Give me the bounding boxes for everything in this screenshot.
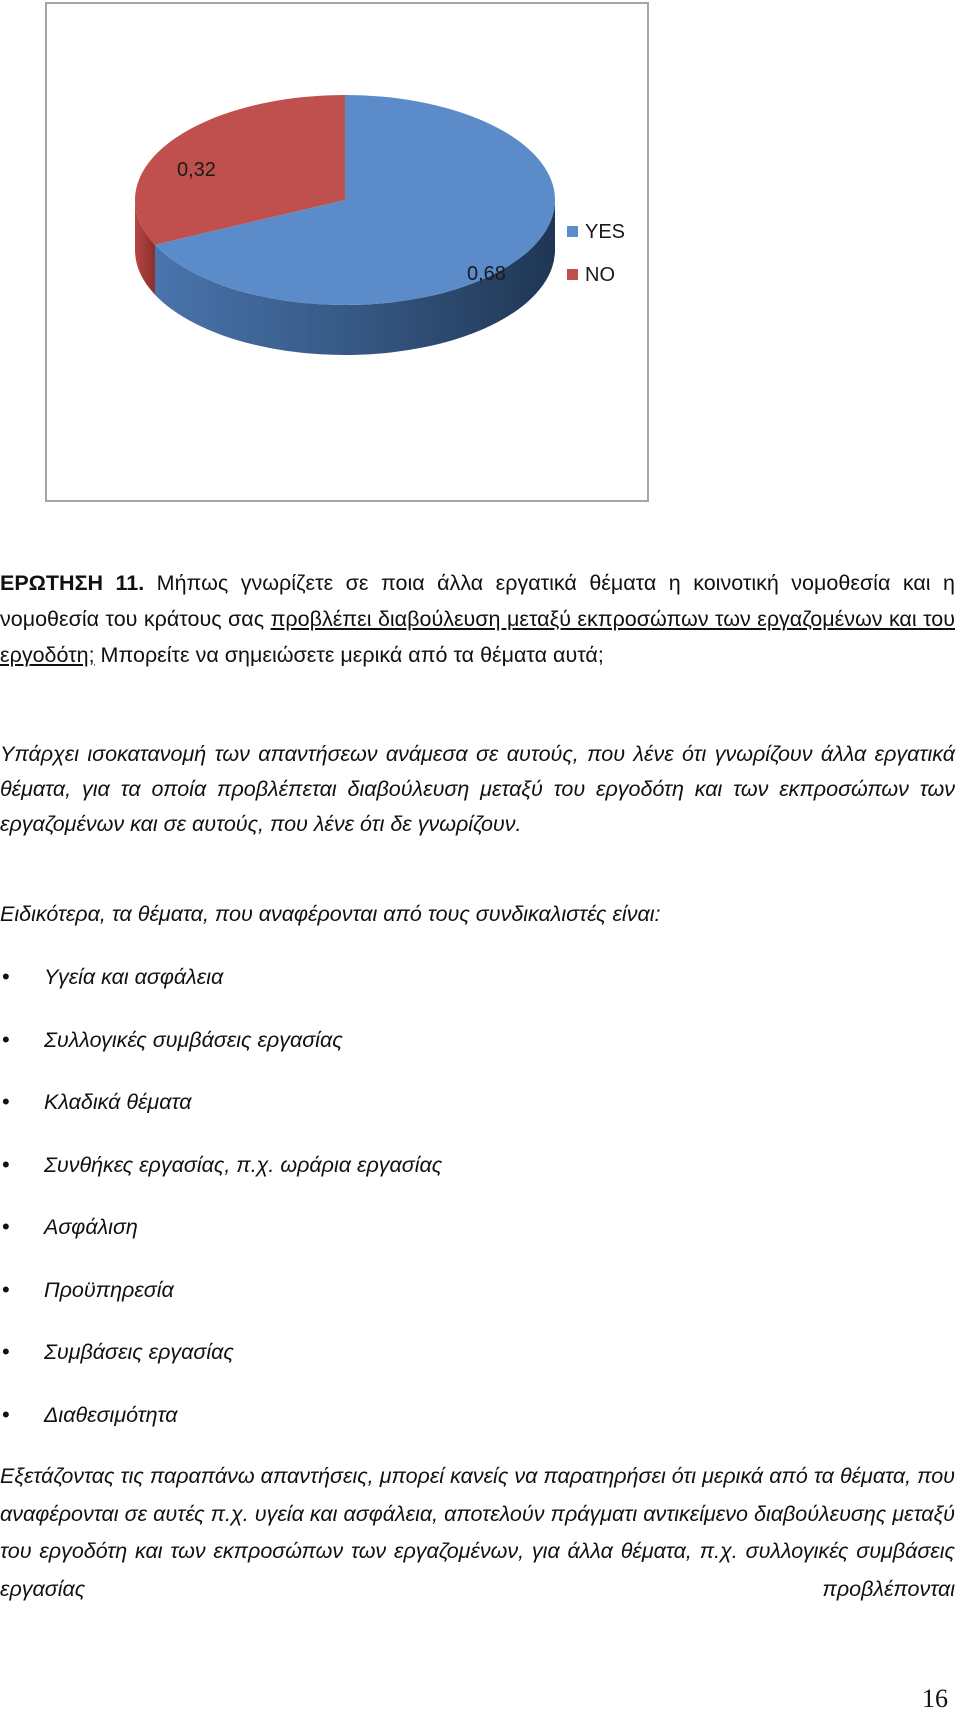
question-paragraph [0,565,955,673]
bullet-icon: • [2,1089,10,1114]
list-item-text: Κλαδικά θέματα [44,1090,192,1114]
topics-intro-paragraph: Ειδικότερα, τα θέματα, που αναφέρονται από τους συνδικαλιστές είναι: [0,902,661,926]
bullet-icon: • [2,964,10,989]
question-text-part2: Μπορείτε να σημειώσετε μερικά από τα θέματα αυτά; [94,643,604,667]
bullet-icon: • [2,1401,10,1427]
list-item [0,957,442,1020]
pie-chart-frame [45,2,649,502]
list-item [0,1395,442,1458]
bullet-icon: • [2,1151,10,1177]
question-text-underlined: προβλέπει διαβούλευση μεταξύ εκπροσώπων των εργαζομένων και του εργοδότη; [0,607,956,667]
list-item [0,1082,442,1145]
conclusion-paragraph: Εξετάζοντας τις παραπάνω απαντήσεις, μπορεί κανείς να παρατηρήσει ότι μερικά από τα θέματα, που αναφέρονται σε αυτές π.χ. υγεία και ασφάλεια, αποτελούν πράγματι αντικείμενο διαβούλευσης μεταξύ του εργοδότη και των εκπροσώπων των εργαζομένων, για άλλα θέματα, π.χ. συλλογικές συμβάσεις εργασίας προβλέπονται [0,1464,955,1601]
list-item-text: Υγεία και ασφάλεια [44,965,224,989]
page-number: 16 [922,1684,948,1713]
legend-label-yes: YES [585,221,626,243]
bullet-icon: • [2,1026,10,1052]
question-text-part1: Μήπως γνωρίζετε σε ποια άλλα εργατικά θέματα η κοινοτική νομοθεσία και η νομοθεσία του κράτους σας [0,571,955,631]
list-item [0,1020,442,1083]
list-item-text: Συνθήκες εργασίας, π.χ. ωράρια εργασίας [44,1152,443,1177]
legend-swatch-no [567,269,578,280]
slice-label-no: 0,32 [177,159,216,181]
list-item-text: Ασφάλιση [44,1215,138,1239]
list-item [0,1145,442,1208]
question-label: ΕΡΩΤΗΣΗ 11. [0,571,145,595]
pie-chart [47,4,647,500]
list-item-text: Συλλογικές συμβάσεις εργασίας [44,1027,343,1052]
list-item [0,1332,442,1395]
slice-label-yes: 0,68 [467,263,506,285]
bullet-icon: • [2,1339,10,1364]
answer-intro-paragraph: Υπάρχει ισοκατανομή των απαντήσεων ανάμεσα σε αυτούς, που λένε ότι γνωρίζουν άλλα εργατικά θέματα, για τα οποία προβλέπεται διαβούλευση μεταξύ του εργοδότη και των εκπροσώπων των εργαζομένων και σε αυτούς, που λένε ότι δε γνωρίζουν. [0,742,955,836]
list-item [0,1270,442,1333]
bullet-icon: • [2,1276,10,1302]
legend-label-no: NO [585,264,615,286]
bullet-icon: • [2,1214,10,1239]
list-item-text: Προϋπηρεσία [44,1277,174,1302]
list-item-text: Διαθεσιμότητα [44,1402,178,1427]
topics-list [0,957,442,1457]
list-item [0,1207,442,1270]
list-item-text: Συμβάσεις εργασίας [44,1340,234,1364]
legend-swatch-yes [567,226,578,237]
